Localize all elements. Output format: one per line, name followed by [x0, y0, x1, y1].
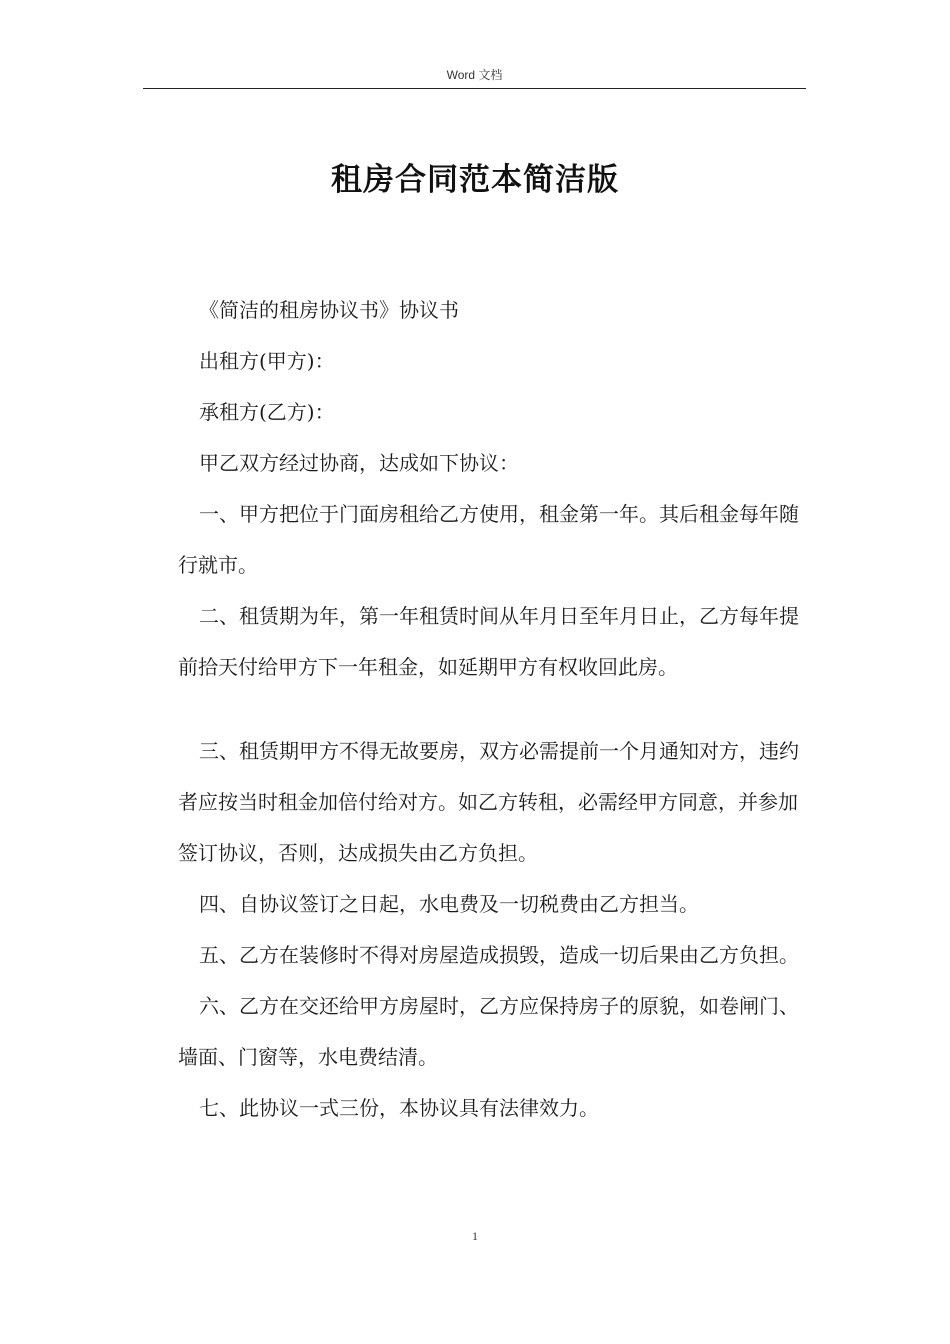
clause-5: 五、乙方在装修时不得对房屋造成损毁，造成一切后果由乙方负担。	[199, 943, 799, 967]
paragraph-gap	[178, 693, 808, 726]
clause-7: 七、此协议一式三份，本协议具有法律效力。	[199, 1096, 599, 1120]
clause-1: 一、甲方把位于门面房租给乙方使用，租金第一年。其后租金每年随行就市。	[178, 502, 799, 577]
clause-4: 四、自协议签订之日起，水电费及一切税费由乙方担当。	[199, 892, 699, 916]
document-body	[178, 285, 808, 1134]
agreement-intro: 甲乙双方经过协商，达成如下协议：	[199, 451, 519, 475]
clause-3: 三、租赁期甲方不得无故要房，双方必需提前一个月通知对方，违约者应按当时租金加倍付给对方。如乙方转租，必需经甲方同意，并参加签订协议，否则，达成损失由乙方负担。	[178, 739, 799, 865]
page-number: 1	[472, 1229, 478, 1243]
agreement-heading: 《简洁的租房协议书》协议书	[199, 298, 459, 322]
document-title: 租房合同范本简洁版	[331, 162, 619, 198]
header-text: Word 文档	[446, 68, 503, 82]
lessor-line: 出租方(甲方)：	[199, 349, 335, 373]
lessee-line: 承租方(乙方)：	[199, 400, 335, 424]
clause-2: 二、租赁期为年，第一年租赁时间从年月日至年月日止，乙方每年提前拾天付给甲方下一年租金，如延期甲方有权收回此房。	[178, 604, 799, 679]
clause-6: 六、乙方在交还给甲方房屋时，乙方应保持房子的原貌，如卷闸门、墙面、门窗等，水电费结清。	[178, 994, 799, 1069]
page-header	[143, 66, 806, 89]
